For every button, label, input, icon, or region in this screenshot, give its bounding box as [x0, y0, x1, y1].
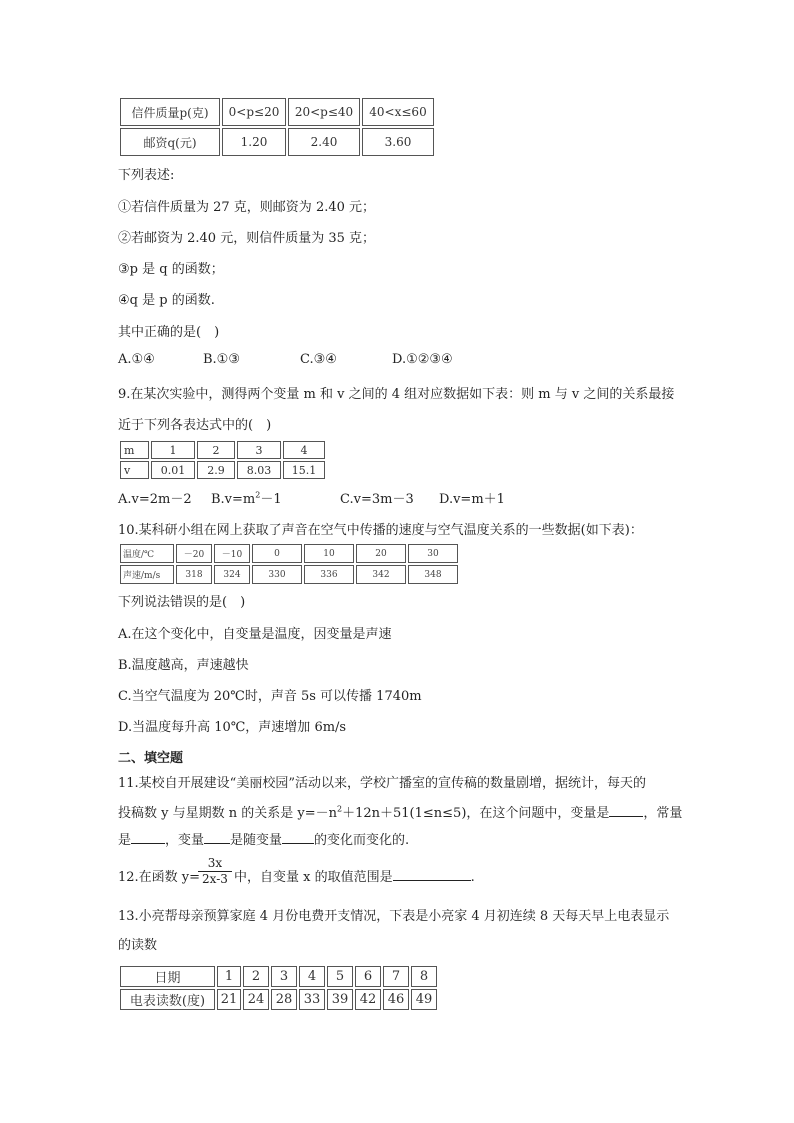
fraction-numerator: 3x [198, 856, 232, 872]
table-cell: 1.20 [222, 128, 286, 156]
table-m-v [118, 439, 327, 481]
table-cell: 342 [356, 565, 406, 584]
q11-exponent: 2 [337, 804, 343, 814]
answer-blank[interactable] [204, 831, 230, 844]
table-cell: 318 [176, 565, 212, 584]
table-cell: 0<p≤20 [222, 98, 286, 126]
q13-stem-line-2: 的读数 [118, 938, 158, 953]
q11-text: 是 [118, 833, 132, 848]
q12-fraction [198, 856, 232, 887]
table-cell: 1 [217, 966, 241, 987]
table-cell: 4 [283, 441, 325, 459]
table-cell: 40<x≤60 [362, 98, 434, 126]
q11-text: 投稿数 y 与星期数 n 的关系是 y=－n [118, 806, 337, 821]
answer-blank[interactable] [282, 831, 314, 844]
q8-option-d: D.①②③④ [392, 352, 453, 367]
table-cell: 6 [355, 966, 381, 987]
q10-option-a: A.在这个变化中，自变量是温度，因变量是声速 [118, 627, 392, 642]
q10-option-d: D.当温度每升高 10℃，声速增加 6m/s [118, 720, 347, 735]
table-cell: 30 [408, 544, 458, 563]
table-row [120, 98, 434, 126]
table-cell: 0.01 [151, 461, 195, 479]
q11-stem-line-3 [118, 829, 409, 848]
q13-stem-line-1: 13.小亮帮母亲预算家庭 4 月份电费开支情况，下表是小亮家 4 月初连续 8 天每天早上电表显示 [118, 909, 670, 924]
q8-option-b: B.①③ [203, 352, 240, 367]
table-row [120, 544, 458, 563]
fraction-denominator: 2x-3 [202, 872, 228, 886]
table-cell: 330 [252, 565, 302, 584]
table-cell: 信件质量p(克) [120, 98, 220, 126]
table-temperature-speed [118, 542, 460, 586]
q11-text: 是随变量 [230, 833, 283, 848]
q8-statement-1: ①若信件质量为 27 克，则邮资为 2.40 元； [118, 200, 376, 215]
table-cell: 3.60 [362, 128, 434, 156]
table-cell: 1 [151, 441, 195, 459]
table-cell: 8.03 [237, 461, 281, 479]
q10-question: 下列说法错误的是( ) [118, 595, 246, 610]
q8-statement-3: ③p 是 q 的函数； [118, 262, 224, 277]
q8-statement-4: ④q 是 p 的函数. [118, 293, 215, 308]
table-row [120, 989, 437, 1010]
q9-option-d: D.v=m＋1 [439, 492, 505, 507]
q12-prefix: 12.在函数 y= [118, 870, 201, 885]
table-cell: 42 [355, 989, 381, 1010]
q12-text: . [470, 870, 475, 885]
table-row [120, 441, 325, 459]
table-cell: 324 [214, 565, 250, 584]
table-cell: 2 [243, 966, 269, 987]
answer-blank[interactable] [131, 831, 165, 844]
table-cell: 2 [197, 441, 235, 459]
table-cell: －10 [214, 544, 250, 563]
table-cell: 33 [299, 989, 325, 1010]
q9-option-b-text: B.v=m [211, 492, 256, 507]
q11-text: ，常量 [643, 806, 683, 821]
q9-option-b [211, 488, 282, 507]
table-row [120, 461, 325, 479]
q9-option-b-text-end: －1 [260, 492, 282, 507]
table-cell: v [120, 461, 149, 479]
table-cell: 3 [271, 966, 297, 987]
table-cell: 39 [327, 989, 353, 1010]
table-cell: 336 [304, 565, 354, 584]
table-cell: 15.1 [283, 461, 325, 479]
q10-stem: 10.某科研小组在网上获取了声音在空气中传播的速度与空气温度关系的一些数据(如下表)： [118, 523, 643, 538]
q9-option-a: A.v=2m－2 [118, 492, 192, 507]
table-cell: 声速/m/s [120, 565, 174, 584]
q9-stem-line-1: 9.在某次实验中，测得两个变量 m 和 v 之间的 4 组对应数据如下表：则 m 与 v 之间的关系最接 [118, 387, 675, 402]
q11-text: ，变量 [165, 833, 205, 848]
q8-option-c: C.③④ [300, 352, 337, 367]
table-cell: 20<p≤40 [288, 98, 360, 126]
q11-text: 的变化而变化的. [314, 833, 410, 848]
q8-statement-2: ②若邮资为 2.40 元，则信件质量为 35 克； [118, 231, 376, 246]
table-cell: 10 [304, 544, 354, 563]
q11-stem-line-1: 11.某校自开展建设“美丽校园”活动以来，学校广播室的宣传稿的数量剧增，据统计，每天的 [118, 776, 646, 791]
table-cell: 日期 [120, 966, 215, 987]
table-cell: 2.9 [197, 461, 235, 479]
table-cell: 24 [243, 989, 269, 1010]
q11-stem-line-2 [118, 802, 682, 821]
q8-question: 其中正确的是( ) [118, 325, 220, 340]
table-cell: 4 [299, 966, 325, 987]
table-cell: －20 [176, 544, 212, 563]
answer-blank[interactable] [393, 868, 471, 881]
q10-option-c: C.当空气温度为 20℃时，声音 5s 可以传播 1740m [118, 689, 422, 704]
table-cell: 46 [383, 989, 409, 1010]
table-cell: 28 [271, 989, 297, 1010]
section-title: 二、填空题 [118, 751, 184, 766]
table-row [120, 128, 434, 156]
q12-text: 中，自变量 x 的取值范围是 [234, 870, 393, 885]
q12-suffix [234, 866, 475, 885]
table-cell: 邮资q(元) [120, 128, 220, 156]
q11-text: ＋12n＋51(1≤n≤5)，在这个问题中，变量是 [342, 806, 610, 821]
table-cell: 电表读数(度) [120, 989, 215, 1010]
table-cell: 21 [217, 989, 241, 1010]
table-cell: 5 [327, 966, 353, 987]
table-row [120, 565, 458, 584]
table-meter-readings [118, 964, 439, 1012]
table-cell: m [120, 441, 149, 459]
table-cell: 3 [237, 441, 281, 459]
q9-stem-line-2: 近于下列各表达式中的( ) [118, 418, 272, 433]
answer-blank[interactable] [609, 804, 643, 817]
table-cell: 2.40 [288, 128, 360, 156]
table-cell: 温度/℃ [120, 544, 174, 563]
q8-option-a: A.①④ [118, 352, 155, 367]
table-cell: 0 [252, 544, 302, 563]
q9-option-b-exponent: 2 [255, 490, 261, 500]
table-cell: 8 [411, 966, 437, 987]
q10-option-b: B.温度越高，声速越快 [118, 658, 249, 673]
table-cell: 49 [411, 989, 437, 1010]
table-cell: 7 [383, 966, 409, 987]
table-cell: 20 [356, 544, 406, 563]
table-cell: 348 [408, 565, 458, 584]
table-row [120, 966, 437, 987]
q8-intro: 下列表述: [118, 168, 175, 183]
q9-option-c: C.v=3m－3 [340, 492, 414, 507]
table-postage [118, 96, 436, 158]
